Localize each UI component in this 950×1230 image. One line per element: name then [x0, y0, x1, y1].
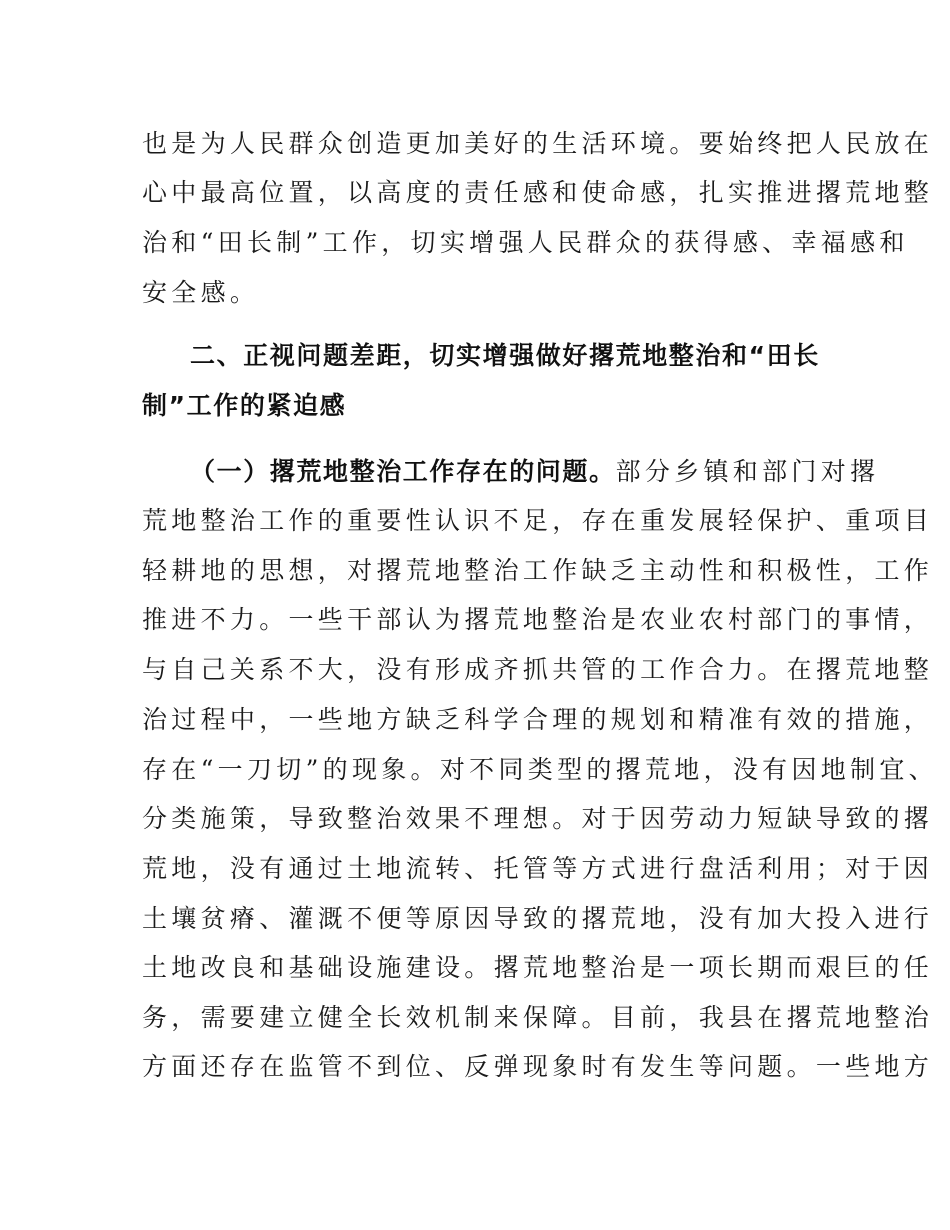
body-text-line: 轻耕地的思想，对撂荒地整治工作缺乏主动性和积极性，工作 [142, 556, 934, 585]
body-text-line: 也是为人民群众创造更加美好的生活环境。要始终把人民放在 [142, 129, 934, 158]
body-text-line: 心中最高位置，以高度的责任感和使命感，扎实推进撂荒地整 [142, 178, 934, 207]
body-text-line: 安全感。 [142, 278, 260, 307]
body-text-line: 推进不力。一些干部认为撂荒地整治是农业农村部门的事情， [142, 605, 934, 634]
subsection-first-line [190, 456, 879, 488]
body-text-line: 荒地整治工作的重要性认识不足，存在重发展轻保护、重项目 [142, 506, 934, 535]
body-text-line: 与自己关系不大，没有形成齐抓共管的工作合力。在撂荒地整 [142, 655, 934, 684]
body-text-line: 方面还存在监管不到位、反弹现象时有发生等问题。一些地方 [142, 1052, 934, 1081]
body-text-line: 土地改良和基础设施建设。撂荒地整治是一项长期而艰巨的任 [142, 953, 934, 982]
body-text-line: 分类施策，导致整治效果不理想。对于因劳动力短缺导致的撂 [142, 804, 934, 833]
body-text-line: 治和“田长制”工作，切实增强人民群众的获得感、幸福感和 [142, 228, 909, 257]
body-text-line: 治过程中，一些地方缺乏科学合理的规划和精准有效的措施， [142, 705, 934, 734]
body-text-line: 荒地，没有通过土地流转、托管等方式进行盘活利用；对于因 [142, 854, 934, 883]
body-text-line: 土壤贫瘠、灌溉不便等原因导致的撂荒地，没有加大投入进行 [142, 904, 934, 933]
body-text-line: 存在“一刀切”的现象。对不同类型的撂荒地，没有因地制宜、 [142, 755, 938, 784]
section-heading-line: 制”工作的紧迫感 [142, 391, 347, 420]
subsection-heading: （一）撂荒地整治工作存在的问题。 [190, 457, 616, 486]
body-text-fragment: 部分乡镇和部门对撂 [615, 457, 880, 486]
body-text-line: 务，需要建立健全长效机制来保障。目前，我县在撂荒地整治 [142, 1003, 934, 1032]
section-heading-line: 二、正视问题差距，切实增强做好撂荒地整治和“田长 [190, 341, 820, 370]
